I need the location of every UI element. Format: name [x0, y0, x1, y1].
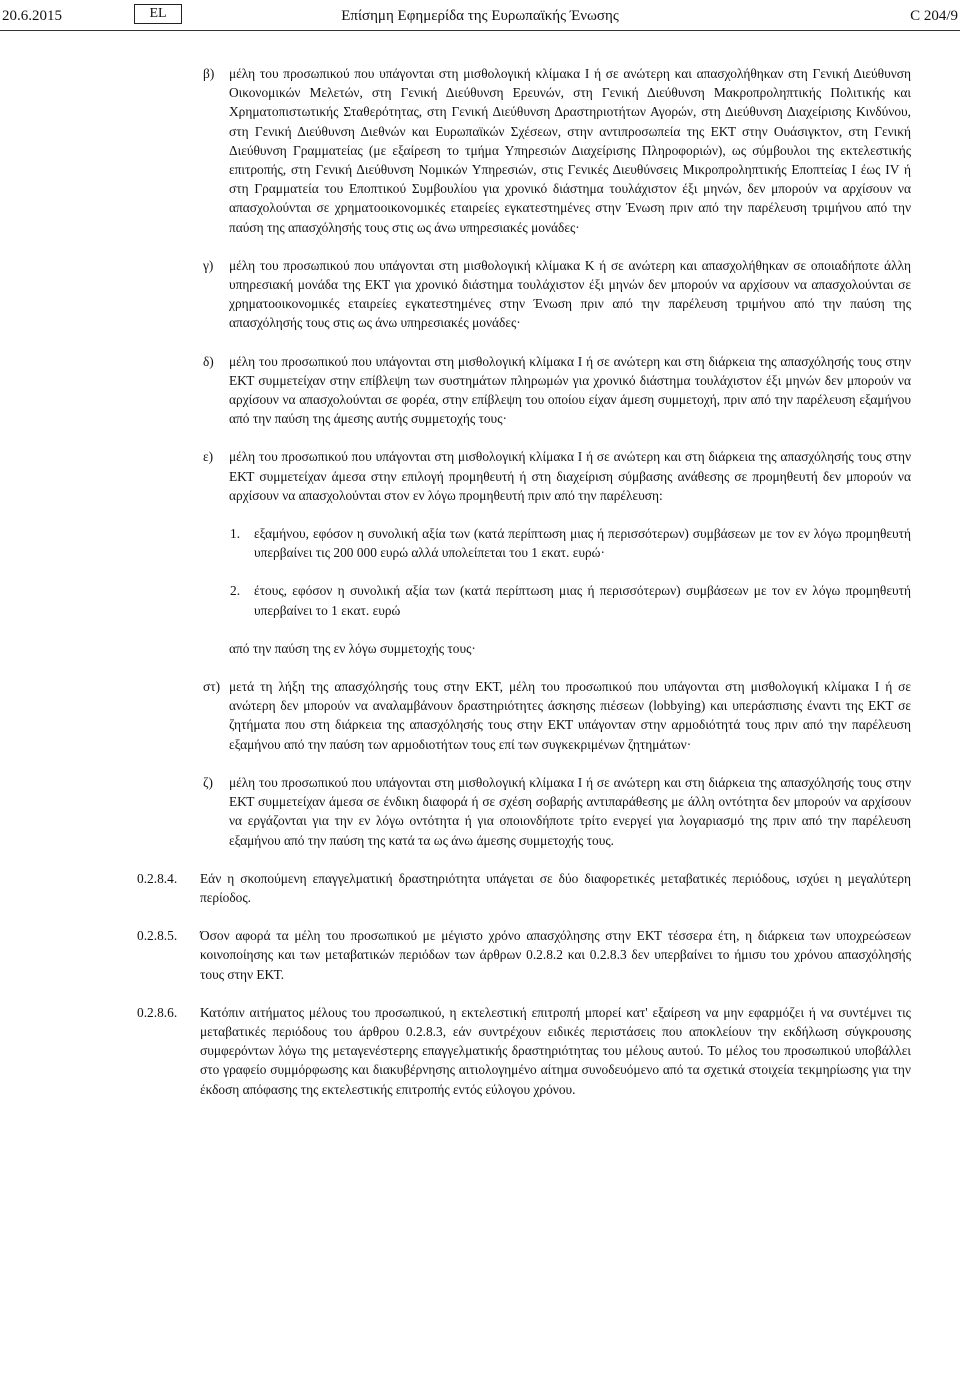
list-item-g: [0, 773, 911, 850]
list-item-c: [0, 256, 911, 333]
list-marker: ε): [203, 449, 214, 465]
header-divider: [0, 30, 960, 31]
list-item-d: [0, 352, 911, 429]
sub-item-1: [0, 524, 911, 562]
sub-item-text: εξαμήνου, εφόσον η συνολική αξία των (κατά περίπτωση μιας ή περισσότερων) συμβάσεων με τον εν λόγω προμηθευτή υπερβαίνει τις 200 000 ευρώ αλλά υπολείπεται του 1 εκατ. ευρώ·: [254, 526, 911, 561]
list-item-f: [0, 677, 911, 754]
sub-item-2: [0, 581, 911, 619]
page-header: [0, 4, 960, 28]
paragraph-0-2-8-5: [0, 926, 911, 984]
list-item-text: μέλη του προσωπικού που υπάγονται στη μισθολογική κλίμακα I ή σε ανώτερη και στη διάρκεια της απασχόλησής τους στην ΕΚΤ συμμετείχαν άμεσα σε ένδικη διαφορά ή σε σχέση σοβαρής αντιπαράθεσης με άλλη οντότητα δεν μπορούν να αρχίσουν να εργάζονται για την εν λόγω οντότητα ή για οποιονδήποτε τρίτο ενεργεί για λογαριασμό της πριν από την παρέλευση εξαμήνου από την παύση της κατά τα ως άνω άμεσης συμμετοχής τους.: [229, 774, 911, 848]
list-item-text: μέλη του προσωπικού που υπάγονται στη μισθολογική κλίμακα I ή σε ανώτερη και στη διάρκεια της απασχόλησής τους στην ΕΚΤ συμμετείχαν άμεσα στην επιλογή προμηθευτή ή στη διαχείριση σύμβασης ανάθεσης σε προμηθευτή δεν μπορούν να αρχίσουν να απασχολούνται στον εν λόγω προμηθευτή πριν από την παρέλευση:: [229, 449, 911, 503]
header-date: 20.6.2015: [2, 8, 62, 24]
paragraph-text: Κατόπιν αιτήματος μέλους του προσωπικού, η εκτελεστική επιτροπή μπορεί κατ' εξαίρεση να μην εφαρμόζει ή να συντέμνει τις μεταβατικές περιόδους του άρθρου 0.2.8.3, εάν συντρέχουν ειδικές περιστάσεις που αποκλείουν την εκδήλωση σύγκρουσης συμφερόντων λόγω της μεταγενέστερης επαγγελματικής δραστηριότητας του μέλους αυτού. Το μέλος του προσωπικού υποβάλλει στο γραφείο συμμόρφωσης και διακυβέρνησης αιτιολογημένο αίτημα συνοδευόμενο από τα σχετικά στοιχεία τεκμηρίωσης για την έκδοση απόφασης της εκτελεστικής επιτροπής εντός εύλογου χρόνου.: [200, 1004, 911, 1097]
list-item-text: μέλη του προσωπικού που υπάγονται στη μισθολογική κλίμακα I ή σε ανώτερη και απασχολήθηκαν στη Γενική Διεύθυνση Οικονομικών Μελετών, στη Γενική Διεύθυνση Ερευνών, στη Γενική Διεύθυνση Μακροπροληπτικής Πολιτικής και Χρηματοπιστωτικής Σταθερότητας, στη Γενική Διεύθυνση Δραστηριοτήτων Αγορών, στη Διεύθυνση Διαχείρισης Κινδύνου, στη Γενική Διεύθυνση Διεθνών και Ευρωπαϊκών Σχέσεων, στην αντιπροσωπεία της ΕΚΤ στην Ουάσιγκτον, στη Γενική Διεύθυνση Γραμματείας (με εξαίρεση το τμήμα Υπηρεσιών Διαχείρισης Πληροφοριών), ως σύμβουλοι της εκτελεστικής επιτροπής, στη Γενική Διεύθυνση Νομικών Υπηρεσιών, στις Γενικές Διευθύνσεις Μικροπροληπτικής Εποπτείας I έως IV ή στη Γραμματεία του Εποπτικού Συμβουλίου για χρονικό διάστημα τουλάχιστον έξι μηνών, δεν μπορούν να αρχίσουν να απασχολούνται σε χρηματοοικονομικές εταιρείες εγκατεστημένες στην Ένωση πριν από την παρέλευση τριμήνου από την παύση της απασχόλησής τους στις ως άνω υπηρεσιακές μονάδες·: [229, 66, 911, 235]
language-badge: EL: [134, 4, 182, 24]
paragraph-number: 0.2.8.4.: [137, 870, 178, 886]
paragraph-number: 0.2.8.5.: [137, 928, 178, 944]
list-item-text: μετά τη λήξη της απασχόλησής τους στην ΕΚΤ, μέλη του προσωπικού που υπάγονται στη μισθολογική κλίμακα I ή σε ανώτερη δεν μπορούν να αναλαμβάνουν δραστηριότητες άσκησης πιέσεων (lobbying) και υπεράσπισης έναντι της ΕΚΤ σε ζητήματα που στη διάρκεια της απασχόλησής τους στην ΕΚΤ υπάγονταν στην αρμοδιότητά τους πριν από την παρέλευση εξαμήνου από την παύση των αρμοδιοτήτων τους επί των συγκεκριμένων ζητημάτων·: [229, 679, 911, 752]
after-subitems-text: από την παύση της εν λόγω συμμετοχής τους·: [229, 640, 476, 656]
sub-item-marker: 2.: [230, 583, 241, 599]
sub-item-text: έτους, εφόσον η συνολική αξία των (κατά περίπτωση μιας ή περισσότερων) συμβάσεων με τον εν λόγω προμηθευτή υπερβαίνει το 1 εκατ. ευρώ: [254, 583, 911, 618]
paragraph-text: Όσον αφορά τα μέλη του προσωπικού με μέγιστο χρόνο απασχόλησης στην ΕΚΤ τέσσερα έτη, η διάρκεια των υποχρεώσεων κοινοποίησης και των μεταβατικών περιόδων των άρθρων 0.2.8.2 και 0.2.8.3 δεν υπερβαίνει το ήμισυ του χρόνου απασχόλησής τους στην ΕΚΤ.: [200, 928, 911, 982]
list-marker: στ): [203, 679, 221, 695]
list-item-b: [0, 64, 911, 237]
list-item-e: [0, 447, 911, 505]
list-marker: ζ): [203, 774, 214, 790]
list-marker: β): [203, 66, 215, 81]
journal-title: Επίσημη Εφημερίδα της Ευρωπαϊκής Ένωσης: [341, 8, 619, 24]
document-body: [0, 64, 960, 1118]
list-item-text: μέλη του προσωπικού που υπάγονται στη μισθολογική κλίμακα K ή σε ανώτερη και απασχολήθηκαν σε οποιαδήποτε άλλη υπηρεσιακή μονάδα της ΕΚΤ για χρονικό διάστημα τουλάχιστον έξι μηνών δεν μπορούν να αρχίσουν να απασχολούνται σε χρηματοοικονομικές εταιρείες εγκατεστημένες στην Ένωση πριν από την παρέλευση τριμήνου από την παύση της απασχόλησής τους στις ως άνω υπηρεσιακές μονάδες·: [229, 257, 911, 331]
paragraph-number: 0.2.8.6.: [137, 1004, 178, 1020]
paragraph-text: Εάν η σκοπούμενη επαγγελματική δραστηριότητα υπάγεται σε δύο διαφορετικές μεταβατικές περιόδους, ισχύει η μεγαλύτερη περίοδος.: [200, 870, 911, 905]
list-marker: γ): [203, 257, 214, 273]
paragraph-0-2-8-4: [0, 869, 911, 907]
paragraph-0-2-8-6: [0, 1003, 911, 1099]
list-item-text: μέλη του προσωπικού που υπάγονται στη μισθολογική κλίμακα I ή σε ανώτερη και στη διάρκεια της απασχόλησής τους στην ΕΚΤ συμμετείχαν στην επίβλεψη των συστημάτων πληρωμών για χρονικό διάστημα τουλάχιστον έξι μηνών δεν μπορούν να αρχίσουν να απασχολούνται σε φορέα, στην επίβλεψη του οποίου είχαν άμεση συμμετοχή, πριν από την παρέλευση εξαμήνου από την παύση της άμεσης αυτής συμμετοχής τους·: [229, 353, 911, 427]
sub-item-marker: 1.: [230, 526, 241, 542]
list-marker: δ): [203, 353, 214, 369]
page-reference: C 204/9: [910, 8, 958, 24]
